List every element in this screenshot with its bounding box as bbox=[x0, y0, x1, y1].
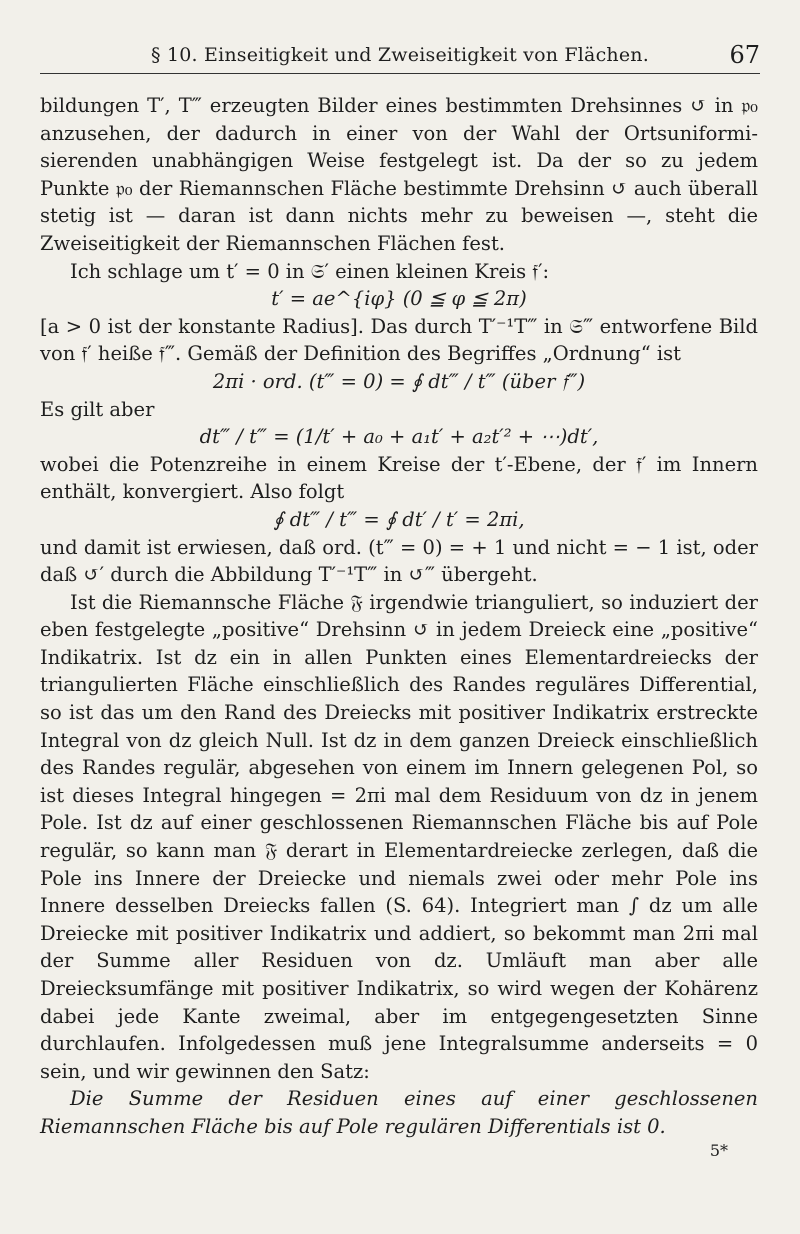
formula-circle: t′ = ae^{iφ} (0 ≦ φ ≦ 2π) bbox=[271, 287, 527, 311]
theorem-statement: Die Summe der Residuen eines auf einer geschlossenen Riemannschen Fläche bis auf Pole regulären Differentials ist 0. bbox=[40, 1087, 758, 1138]
paragraph-2: Ich schlage um t′ = 0 in 𝔖′ einen kleinen Kreis 𝔣′: bbox=[70, 259, 550, 283]
paragraph-7: Ist die Riemannsche Fläche 𝔉 irgendwie trianguliert, so induziert der eben festgelegte „positive“ Drehsinn ↺ in jedem Dreieck eine „positive“ Indikatrix. Ist dz ein in allen Punkten eines Elementardreiecks der triangulierten Fläche einschließlich des Randes reguläres Differential, so ist das um den Rand des Dreiecks mit positiver Indikatrix erstreckte Integral von dz gleich Null. Ist dz in dem ganzen Dreieck einschließlich des Randes regulär, abgesehen von einem im Innern gelegenen Pol, so ist dieses Integral hingegen = 2πi mal dem Residuum von dz in jenem Pole. Ist dz auf einer geschlossenen Riemannschen Fläche bis auf Pole regulär, so kann man 𝔉 derart in Elementardreiecke zerlegen, daß die Pole ins Innere der Dreiecke und niemals zwei oder mehr Pole ins Innere desselben Dreiecks fallen (S. 64). Integriert man ∫ dz um alle Dreiecke mit positiver Indikatrix und addiert, so bekommt man 2πi mal der Summe aller Residuen von dz. Umläuft man aber alle Dreiecksumfänge mit positiver Indikatrix, so wird wegen der Kohärenz dabei jede Kante zweimal, aber im entgegengesetzten Sinne durchlaufen. Infolgedessen muß jene Integralsumme anderseits = 0 sein, und wir gewinnen den Satz: bbox=[40, 590, 758, 1083]
paragraph-3: [a > 0 ist der konstante Radius]. Das durch T′⁻¹T‴ in 𝔖‴ entworfene Bild von 𝔣′ heiße 𝔣‴. Gemäß der Definition des Begriffes „Ordnung“ ist bbox=[40, 314, 758, 366]
formula-integral: ∮ dt‴ / t‴ = ∮ dt′ / t′ = 2πi, bbox=[273, 507, 525, 531]
formula-series: dt‴ / t‴ = (1/t′ + a₀ + a₁t′ + a₂t′² + ⋯)dt′, bbox=[199, 425, 599, 449]
formula-order: 2πi · ord. (t‴ = 0) = ∮ dt‴ / t‴ (über 𝔣‴) bbox=[212, 369, 586, 393]
section-title: § 10. Einseitigkeit und Zweiseitigkeit von Flächen. bbox=[151, 44, 649, 66]
paragraph-4: Es gilt aber bbox=[40, 397, 155, 421]
paragraph-1: bildungen T′, T‴ erzeugten Bilder eines bestimmten Drehsinnes ↺ in 𝔭₀ anzusehen, der dadurch in einer von der Wahl der Ortsuniformisierenden unabhängigen Weise festgelegt ist. Da der so zu jedem Punkte 𝔭₀ der Riemannschen Fläche bestimmte Drehsinn ↺ auch überall stetig ist — daran ist dann nichts mehr zu beweisen —, steht die Zweiseitigkeit der Riemannschen Flächen fest. bbox=[40, 94, 758, 255]
body-text bbox=[40, 92, 758, 1161]
signature-mark: 5* bbox=[709, 1140, 728, 1160]
paragraph-6: und damit ist erwiesen, daß ord. (t‴ = 0) = + 1 und nicht = − 1 ist, oder daß ↺′ durch die Abbildung T′⁻¹T‴ in ↺‴ übergeht. bbox=[40, 535, 758, 587]
paragraph-5: wobei die Potenzreihe in einem Kreise der t′-Ebene, der 𝔣′ im Innern enthält, konvergiert. Also folgt bbox=[40, 452, 758, 504]
page-number: 67 bbox=[729, 41, 760, 69]
header-rule bbox=[40, 73, 760, 74]
